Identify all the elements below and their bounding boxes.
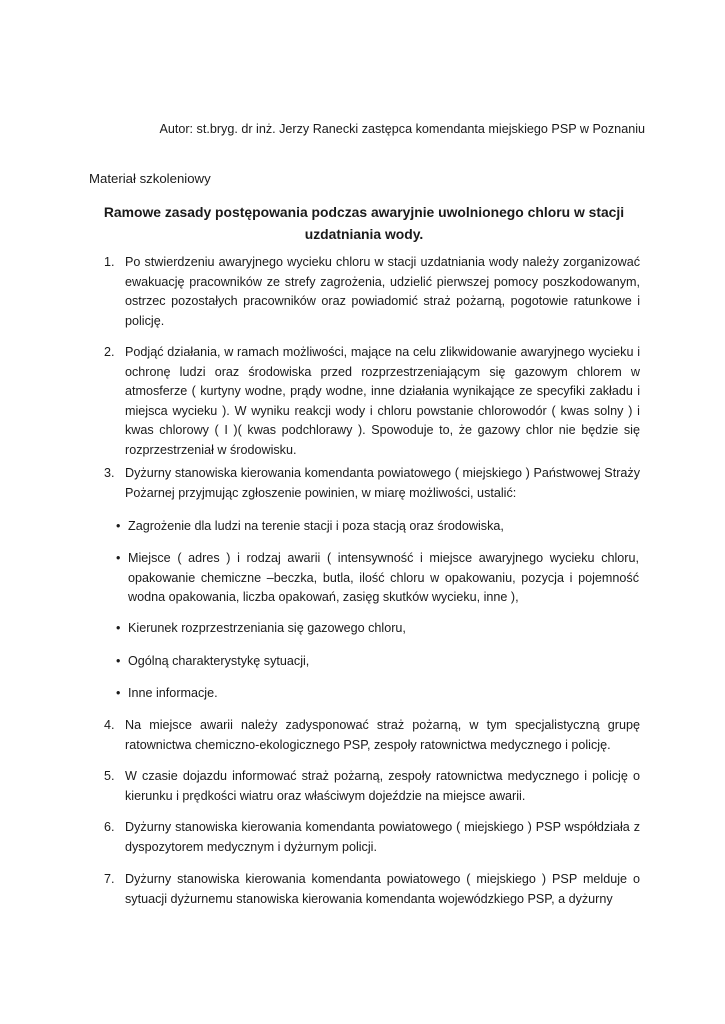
list-number: 5. bbox=[104, 769, 115, 783]
list-text: Podjąć działania, w ramach możliwości, mające na celu zlikwidowanie awaryjnego wycieku i ochronę ludzi oraz środowiska przed rozprzestrzeniającym się gazowym chlorem w atmosferze ( kurtyny wodne, prądy wodne, inne działania wynikające ze specyfiki zakładu i miejsca wycieku ). W wyniku reakcji wody i chloru powstanie chlorowodór ( kwas solny ) i kwas chlorowy ( I )( kwas podchlorawy ). Spowoduje to, że gazowy chlor nie będzie się rozprzestrzeniał w środowisku. bbox=[125, 345, 640, 457]
bullet-text: Zagrożenie dla ludzi na terenie stacji i poza stacją oraz środowiska, bbox=[128, 519, 504, 533]
bullet-text: Inne informacje. bbox=[128, 686, 218, 700]
material-label: Materiał szkoleniowy bbox=[89, 171, 211, 186]
list-number: 1. bbox=[104, 255, 115, 269]
bullet-dot-icon: • bbox=[116, 686, 121, 700]
list-text: Dyżurny stanowiska kierowania komendanta powiatowego ( miejskiego ) PSP współdziała z dyspozytorem medycznym i dyżurnym policji. bbox=[125, 820, 640, 854]
bullet-dot-icon: • bbox=[116, 654, 121, 668]
list-number: 7. bbox=[104, 872, 115, 886]
list-text: Dyżurny stanowiska kierowania komendanta powiatowego ( miejskiego ) Państwowej Straży Pożarnej przyjmując zgłoszenie powinien, w miarę możliwości, ustalić: bbox=[125, 466, 640, 500]
list-number: 4. bbox=[104, 718, 115, 732]
bullet-dot-icon: • bbox=[116, 519, 121, 533]
document-title: Ramowe zasady postępowania podczas awaryjnie uwolnionego chloru w stacji uzdatniania wody. bbox=[103, 204, 625, 242]
author-line: Autor: st.bryg. dr inż. Jerzy Ranecki zastępca komendanta miejskiego PSP w Poznaniu bbox=[159, 122, 645, 136]
list-text: Na miejsce awarii należy zadysponować straż pożarną, w tym specjalistyczną grupę ratownictwa chemiczno-ekologicznego PSP, zespoły ratownictwa medycznego i policję. bbox=[125, 718, 640, 752]
list-number: 6. bbox=[104, 820, 115, 834]
list-text: Dyżurny stanowiska kierowania komendanta powiatowego ( miejskiego ) PSP melduje o sytuacji dyżurnemu stanowiska kierowania komendanta wojewódzkiego PSP, a dyżurny bbox=[125, 872, 640, 906]
bullet-dot-icon: • bbox=[116, 551, 121, 565]
bullet-text: Kierunek rozprzestrzeniania się gazowego chloru, bbox=[128, 621, 406, 635]
list-number: 2. bbox=[104, 345, 115, 359]
list-text: W czasie dojazdu informować straż pożarną, zespoły ratownictwa medycznego i policję o kierunku i prędkości wiatru oraz właściwym dojeździe na miejsce awarii. bbox=[125, 769, 640, 803]
bullet-text: Miejsce ( adres ) i rodzaj awarii ( intensywność i miejsce awaryjnego wycieku chloru, opakowanie chemiczne –beczka, butla, ilość chloru w opakowaniu, pozycja i pojemność wodna opakowania, liczba opakowań, zasięg skutków wycieku, inne ), bbox=[128, 551, 639, 605]
bullet-text: Ogólną charakterystykę sytuacji, bbox=[128, 654, 310, 668]
list-text: Po stwierdzeniu awaryjnego wycieku chloru w stacji uzdatniania wody należy zorganizować ewakuację pracowników ze strefy zagrożenia, udzielić pierwszej pomocy poszkodowanym, ostrzec pozostałych pracowników oraz powiadomić straż pożarną, pogotowie ratunkowe i policję. bbox=[125, 255, 640, 328]
list-number: 3. bbox=[104, 466, 115, 480]
bullet-dot-icon: • bbox=[116, 621, 121, 635]
